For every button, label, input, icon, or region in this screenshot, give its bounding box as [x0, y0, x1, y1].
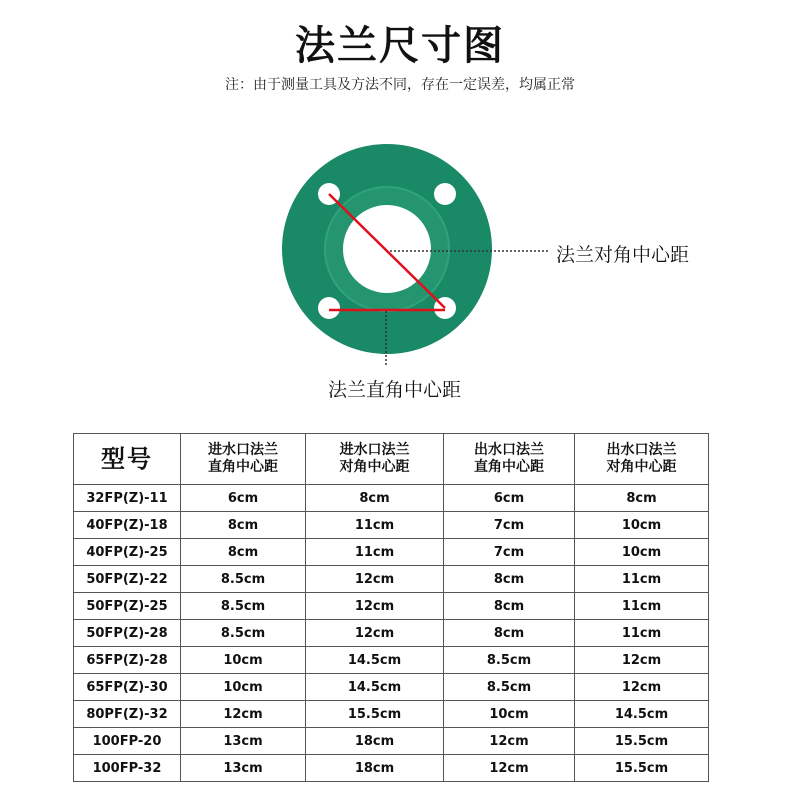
cell-inlet-right-angle: 8cm — [181, 512, 306, 539]
measurement-note: 注：由于测量工具及方法不同，存在一定误差，均属正常 — [225, 77, 575, 93]
header-outlet-right-angle: 出水口法兰 直角中心距 — [444, 434, 575, 485]
cell-inlet-diagonal: 14.5cm — [306, 647, 444, 674]
diagonal-distance-label: 法兰对角中心距 — [556, 244, 690, 266]
cell-outlet-diagonal: 15.5cm — [575, 728, 709, 755]
cell-inlet-right-angle: 10cm — [181, 674, 306, 701]
cell-inlet-right-angle: 10cm — [181, 647, 306, 674]
cell-model: 50FP(Z)-25 — [74, 593, 181, 620]
cell-model: 100FP-32 — [74, 755, 181, 782]
cell-outlet-diagonal: 12cm — [575, 647, 709, 674]
cell-inlet-right-angle: 13cm — [181, 728, 306, 755]
cell-outlet-right-angle: 8cm — [444, 566, 575, 593]
cell-outlet-diagonal: 8cm — [575, 485, 709, 512]
table-header — [74, 434, 709, 485]
cell-inlet-diagonal: 15.5cm — [306, 701, 444, 728]
cell-outlet-right-angle: 7cm — [444, 512, 575, 539]
right-angle-distance-label: 法兰直角中心距 — [328, 379, 462, 401]
cell-inlet-right-angle: 8.5cm — [181, 593, 306, 620]
cell-outlet-diagonal: 11cm — [575, 593, 709, 620]
page-title: 法兰尺寸图 — [295, 23, 505, 69]
cell-outlet-right-angle: 8.5cm — [444, 674, 575, 701]
cell-inlet-diagonal: 12cm — [306, 620, 444, 647]
table-row — [74, 647, 709, 674]
cell-inlet-diagonal: 11cm — [306, 512, 444, 539]
table-row — [74, 701, 709, 728]
cell-inlet-diagonal: 12cm — [306, 566, 444, 593]
cell-inlet-diagonal: 11cm — [306, 539, 444, 566]
cell-inlet-diagonal: 8cm — [306, 485, 444, 512]
cell-inlet-diagonal: 12cm — [306, 593, 444, 620]
cell-outlet-diagonal: 12cm — [575, 674, 709, 701]
header-inlet-right-angle: 进水口法兰 直角中心距 — [181, 434, 306, 485]
header-model: 型号 — [74, 434, 181, 485]
cell-outlet-right-angle: 7cm — [444, 539, 575, 566]
table-row — [74, 539, 709, 566]
table-body — [74, 485, 709, 782]
table-row — [74, 512, 709, 539]
cell-inlet-right-angle: 8.5cm — [181, 566, 306, 593]
bolt-hole-top-right — [434, 183, 456, 205]
cell-outlet-right-angle: 6cm — [444, 485, 575, 512]
cell-outlet-right-angle: 8cm — [444, 593, 575, 620]
cell-inlet-right-angle: 6cm — [181, 485, 306, 512]
cell-outlet-right-angle: 8.5cm — [444, 647, 575, 674]
cell-model: 40FP(Z)-18 — [74, 512, 181, 539]
cell-model: 50FP(Z)-28 — [74, 620, 181, 647]
cell-inlet-right-angle: 12cm — [181, 701, 306, 728]
table-row — [74, 593, 709, 620]
header-inlet-diagonal: 进水口法兰 对角中心距 — [306, 434, 444, 485]
flange-spec-table — [73, 433, 709, 782]
cell-outlet-diagonal: 11cm — [575, 566, 709, 593]
cell-inlet-diagonal: 18cm — [306, 755, 444, 782]
table-row — [74, 674, 709, 701]
cell-model: 50FP(Z)-22 — [74, 566, 181, 593]
cell-outlet-right-angle: 10cm — [444, 701, 575, 728]
cell-outlet-diagonal: 15.5cm — [575, 755, 709, 782]
table-row — [74, 620, 709, 647]
cell-outlet-right-angle: 8cm — [444, 620, 575, 647]
cell-outlet-diagonal: 10cm — [575, 512, 709, 539]
cell-outlet-right-angle: 12cm — [444, 728, 575, 755]
cell-outlet-diagonal: 10cm — [575, 539, 709, 566]
cell-model: 40FP(Z)-25 — [74, 539, 181, 566]
cell-inlet-right-angle: 8.5cm — [181, 620, 306, 647]
table-row — [74, 566, 709, 593]
cell-model: 65FP(Z)-30 — [74, 674, 181, 701]
table-row — [74, 728, 709, 755]
cell-model: 65FP(Z)-28 — [74, 647, 181, 674]
cell-model: 80PF(Z)-32 — [74, 701, 181, 728]
table-row — [74, 755, 709, 782]
cell-inlet-diagonal: 14.5cm — [306, 674, 444, 701]
cell-outlet-diagonal: 14.5cm — [575, 701, 709, 728]
cell-inlet-diagonal: 18cm — [306, 728, 444, 755]
table-row — [74, 485, 709, 512]
header-outlet-diagonal: 出水口法兰 对角中心距 — [575, 434, 709, 485]
bolt-hole-bottom-left — [318, 297, 340, 319]
cell-inlet-right-angle: 13cm — [181, 755, 306, 782]
cell-inlet-right-angle: 8cm — [181, 539, 306, 566]
cell-outlet-diagonal: 11cm — [575, 620, 709, 647]
cell-outlet-right-angle: 12cm — [444, 755, 575, 782]
cell-model: 32FP(Z)-11 — [74, 485, 181, 512]
cell-model: 100FP-20 — [74, 728, 181, 755]
